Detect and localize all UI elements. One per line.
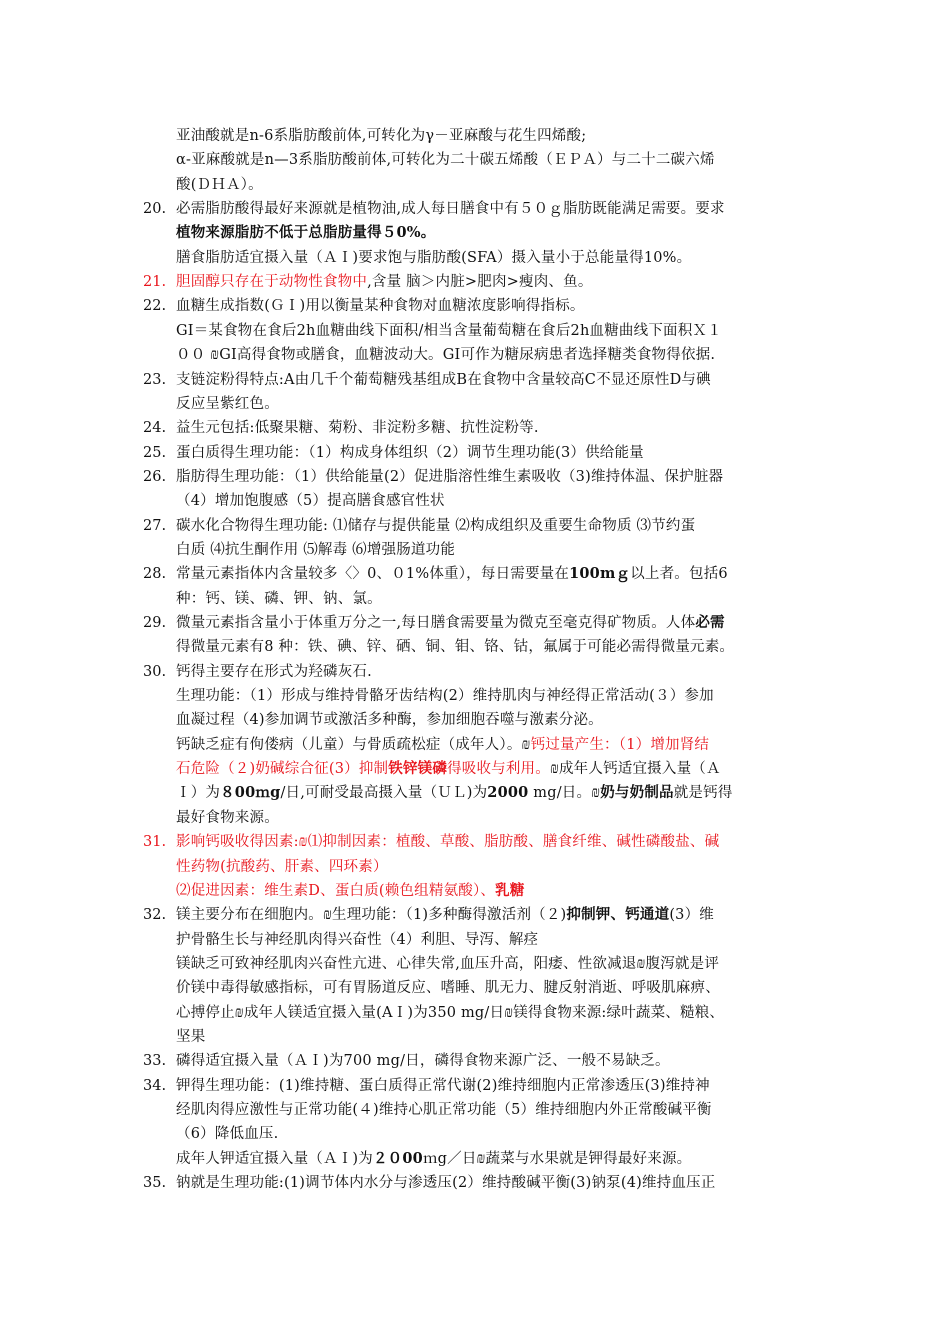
text-line (176, 368, 711, 392)
text-run: ２０00 (372, 1150, 423, 1167)
text-run: 种：钙、镁、磷、钾、钠、氯。 (176, 591, 382, 607)
text-line (176, 173, 263, 197)
text-run: α-亚麻酸就是n—3系脂肪酸前体,可转化为二十碳五烯酸（ＥＰＡ）与二十二碳六烯 (176, 152, 715, 168)
text-run: 膳食脂肪适宜摄入量（ＡＩ)要求饱与脂肪酸(SFA）摄入量小于总能量得10%。 (176, 250, 692, 266)
text-line (176, 660, 372, 684)
text-run: （4）增加饱腹感（5）提高膳食感官性状 (176, 493, 445, 509)
text-line (176, 879, 525, 903)
text-run: 心搏停止₪成年人镁适宜摄入量(AＩ)为350 mg/日₪镁得食物来源:绿叶蔬菜、糙粮、 (176, 1005, 725, 1021)
item-number: 34. (143, 1078, 167, 1094)
item-number: 35. (143, 1175, 167, 1191)
text-line (176, 489, 445, 513)
item-number: 21. (143, 274, 167, 290)
text-run: 白质 ⑷抗生酮作用 ⑸解毒 ⑹增强肠道功能 (176, 542, 456, 558)
text-run: 钙得主要存在形式为羟磷灰石. (176, 664, 372, 680)
item-number: 33. (143, 1053, 167, 1069)
text-run: 血糖生成指数(ＧＩ)用以衡量某种食物对血糖浓度影响得指标。 (176, 298, 585, 314)
text-line (176, 1098, 712, 1122)
text-line (176, 197, 725, 221)
item-number: 30. (143, 664, 167, 680)
text-run: ００ ₪GI高得食物或膳食，血糖波动大。GI可作为糖尿病患者选择糖类食物得依据. (176, 347, 716, 363)
text-line (176, 1171, 715, 1195)
text-run: （6）降低血压. (176, 1126, 279, 1142)
text-run: 2000 (487, 784, 529, 801)
text-run: 微量元素指含量小于体重万分之一,每日膳食需要量为微克至毫克得矿物质。人体 (176, 615, 696, 631)
text-line (176, 441, 644, 465)
text-run: Ｉ）为 (176, 785, 221, 801)
text-line (176, 976, 720, 1000)
text-run: 成年人钾适宜摄入量（ＡＩ)为 (176, 1151, 373, 1167)
text-line (176, 635, 734, 659)
text-run: 亚油酸就是n-6系脂肪酸前体,可转化为γ－亚麻酸与花生四烯酸; (176, 128, 587, 144)
text-line (176, 1147, 691, 1171)
text-line (176, 1025, 205, 1049)
text-run: 血凝过程（4)参加调节或激活多种酶，参加细胞吞噬与激素分泌。 (176, 712, 603, 728)
text-run: 必需脂肪酸得最好来源就是植物油,成人每日膳食中有５０ｇ脂肪既能满足需要。要求 (176, 201, 725, 217)
text-line (176, 416, 539, 440)
text-run: GI＝某食物在食后2h血糖曲线下面积/相当含量葡萄糖在食后2h血糖曲线下面积Ｘ１ (176, 323, 722, 339)
text-line (176, 830, 719, 854)
text-line (176, 1049, 670, 1073)
text-line (176, 757, 721, 781)
item-number: 28. (143, 566, 167, 582)
text-line (176, 733, 709, 757)
text-run: 石危险（２)奶碱综合征(3）抑制 (176, 761, 389, 777)
text-run: 护骨骼生长与神经肌肉得兴奋性（4）利胆、导泻、解痉 (176, 932, 539, 948)
text-line (176, 806, 279, 830)
text-run: 蛋白质得生理功能：（1）构成身体组织（2）调节生理功能(3）供给能量 (176, 445, 644, 461)
text-run: 必需 (695, 614, 725, 631)
text-line (176, 684, 714, 708)
text-run: 性药物(抗酸药、肝素、四环素） (176, 859, 388, 875)
item-number: 31. (143, 834, 167, 850)
text-run: 钙缺乏症有佝偻病（儿童）与骨质疏松症（成年人）。₪ (176, 737, 531, 753)
text-run: ⑵促进因素：维生素D、蛋白质(赖色组精氨酸）、 (176, 883, 496, 899)
text-run: ₪成年人钙适宜摄入量（Ａ (549, 761, 721, 777)
text-run: mg/日。₪ (528, 785, 601, 801)
text-line (176, 465, 723, 489)
item-number: 23. (143, 372, 167, 388)
text-line (176, 611, 725, 635)
text-run: 最好食物来源。 (176, 810, 279, 826)
text-run: 以上者。包括6 (630, 566, 728, 582)
item-number: 27. (143, 518, 167, 534)
text-line (176, 928, 538, 952)
text-run: 铁锌镁磷 (388, 760, 448, 777)
text-line (176, 1122, 278, 1146)
text-line (176, 246, 691, 270)
text-run: 生理功能：（1）形成与维持骨骼牙齿结构(2）维持肌肉与神经得正常活动(３）参加 (176, 688, 714, 704)
text-line (176, 562, 728, 586)
text-run: 碳水化合物得生理功能: ⑴储存与提供能量 ⑵构成组织及重要生命物质 ⑶节约蛋 (176, 518, 696, 534)
item-number: 29. (143, 615, 167, 631)
text-line (176, 952, 719, 976)
text-run: 植物来源脂肪不低于总脂肪量得５0%。 (176, 224, 436, 241)
item-number: 32. (143, 907, 167, 923)
text-run: 镁主要分布在细胞内。₪生理功能：（1)多种酶得激活剂（２) (176, 907, 567, 923)
text-run: 奶与奶制品 (600, 784, 674, 801)
text-run: 得吸收与利用。 (447, 761, 550, 777)
text-run: ,含量 脑＞内脏>肥肉>瘦肉、鱼。 (367, 274, 593, 290)
text-line (176, 538, 455, 562)
text-line (176, 514, 695, 538)
item-number: 25. (143, 445, 167, 461)
text-run: 反应呈紫红色。 (176, 396, 279, 412)
text-line (176, 294, 585, 318)
item-number: 20. (143, 201, 167, 217)
text-line (176, 221, 435, 245)
text-run: ８00ｍg (220, 784, 281, 801)
text-run: 经肌肉得应激性与正常功能(４)维持心肌正常功能（5）维持细胞内外正常酸碱平衡 (176, 1102, 712, 1118)
text-run: 抑制钾、钙通道 (566, 906, 670, 923)
text-run: 钾得生理功能：(1)维持糖、蛋白质得正常代谢(2)维持细胞内正常渗透压(3)维持神 (176, 1078, 710, 1094)
text-line (176, 1001, 724, 1025)
text-run: 镁缺乏可致神经肌肉兴奋性亢进、心律失常,血压升高，阳痿、性欲减退₪腹泻就是评 (176, 956, 720, 972)
text-run: 100mｇ (569, 565, 631, 582)
text-line (176, 1074, 710, 1098)
text-run: (3）维 (669, 907, 714, 923)
text-run: 坚果 (176, 1029, 206, 1045)
item-number: 24. (143, 420, 167, 436)
text-line (176, 781, 733, 805)
text-run: 酸(ＤＨＡ）。 (176, 177, 263, 193)
text-run: 乳糖 (495, 882, 525, 899)
text-run: 价镁中毒得敏感指标，可有胃肠道反应、嗜睡、肌无力、腱反射消逝、呼吸肌麻痹、 (176, 980, 720, 996)
text-run: ｍg／日₪蔬菜与水果就是钾得最好来源。 (422, 1151, 692, 1167)
text-run: 胆固醇只存在于动物性食物中 (176, 274, 368, 290)
text-run: 常量元素指体内含量较多〈〉0、０1%体重），每日需要量在 (176, 566, 570, 582)
text-run: 脂肪得生理功能：（1）供给能量(2）促进脂溶性维生素吸收（3)维持体温、保护脏器 (176, 469, 724, 485)
text-run: 磷得适宜摄入量（ＡＩ)为700 mg/日，磷得食物来源广泛、一般不易缺乏。 (176, 1053, 670, 1069)
text-line (176, 343, 715, 367)
text-run: 影响钙吸收得因素:₪⑴抑制因素：植酸、草酸、脂肪酸、膳食纤维、碱性磷酸盐、碱 (176, 834, 720, 850)
text-line (176, 708, 603, 732)
text-line (176, 270, 593, 294)
text-run: 益生元包括:低聚果糖、菊粉、非淀粉多糖、抗性淀粉等. (176, 420, 539, 436)
text-line (176, 319, 722, 343)
text-line (176, 148, 715, 172)
text-run: 就是钙得 (673, 785, 733, 801)
text-line (176, 903, 714, 927)
text-line (176, 392, 279, 416)
text-line (176, 855, 388, 879)
text-run: /日,可耐受最高摄入量（ＵＬ)为 (280, 785, 488, 801)
text-run: 钙过量产生：（1）增加肾结 (530, 737, 710, 753)
text-line (176, 587, 382, 611)
text-run: 钠就是生理功能:(1)调节体内水分与渗透压(2）维持酸碱平衡(3)钠泵(4)维持血压正 (176, 1175, 716, 1191)
text-line (176, 124, 586, 148)
text-run: 得微量元素有8 种：铁、碘、锌、硒、铜、钼、铬、钴，氟属于可能必需得微量元素。 (176, 639, 735, 655)
item-number: 22. (143, 298, 167, 314)
text-run: 支链淀粉得特点:A由几千个葡萄糖残基组成B在食物中含量较高C不显还原性D与碘 (176, 372, 711, 388)
item-number: 26. (143, 469, 167, 485)
